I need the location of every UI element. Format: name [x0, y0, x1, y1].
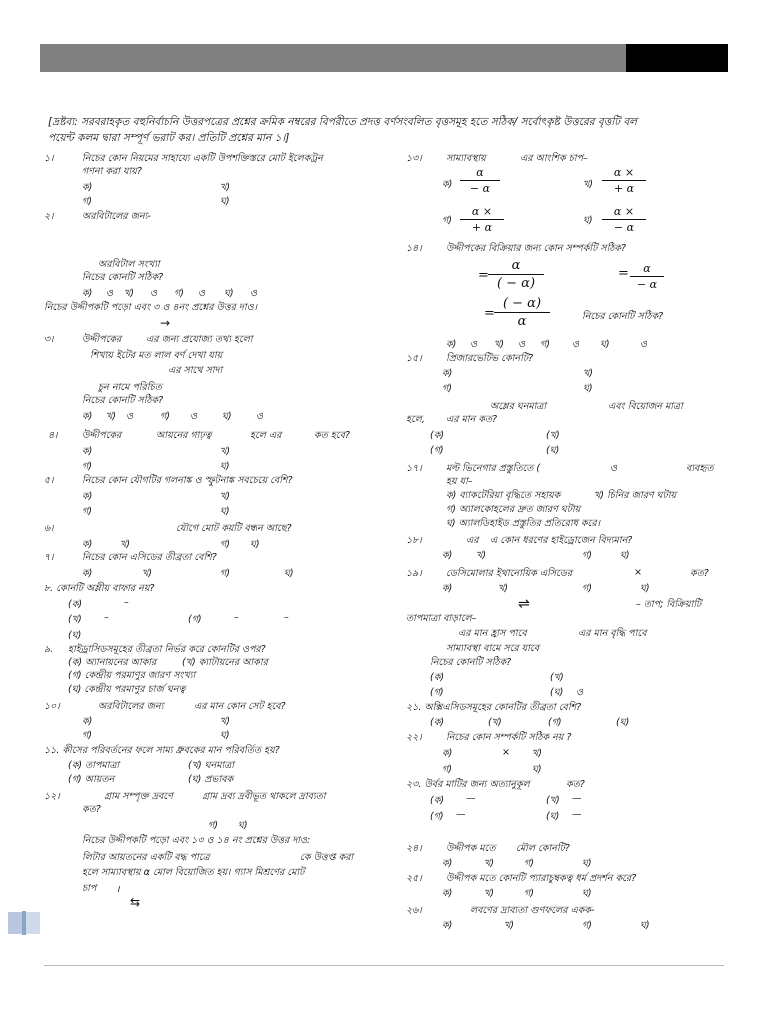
q14-o2: ও: [518, 339, 525, 350]
q14-eq2-fraction: [630, 262, 664, 291]
q8-option-ga: (গ): [188, 614, 202, 625]
q16-option-kha: (খ): [546, 430, 560, 441]
q22-number: ২২।: [406, 732, 422, 743]
instruction-line-1: [দ্রষ্টব্য: সরবরাহকৃত বহুনির্বাচনি উত্তরপত্রের প্রশ্নের ক্রমিক নম্বরের বিপরীতে প্রদত্ত বর্ণসংবলিত বৃত্তসমূহ হতে সঠিক/ সর্বোৎকৃষ্ট উত্তরের বৃত্তটি বল: [48, 116, 637, 128]
q14-eq1-den: ( − α): [496, 276, 536, 291]
q14-number: ১৪।: [406, 243, 422, 254]
q23-option-ga: (গ): [430, 811, 444, 822]
q13-number: ১৩।: [406, 153, 422, 164]
q4-text-c: হলে এর: [250, 430, 282, 441]
q14-o3: ও: [572, 339, 579, 350]
q13-ga-den: + α: [471, 221, 493, 234]
q3-o3: ও: [256, 411, 263, 422]
q19-option-kha: খ): [498, 583, 508, 594]
q26-option-ka: ক): [442, 920, 453, 931]
q16-option-ga: (গ): [430, 445, 444, 456]
q14-option-ka: ক): [446, 339, 457, 350]
q17-text-d: হয় যা–: [446, 476, 473, 487]
q14-eq3-sign: =: [484, 306, 495, 321]
q20-statement-iii: সাম্যাবস্থা বামে সরে যাবে: [446, 643, 539, 654]
q20-option-kha: (খ): [550, 672, 564, 683]
q4-text-a: উদ্দীপকের: [82, 430, 122, 441]
q22-times: ×: [502, 747, 510, 758]
q20-equilibrium-arrow: ⇌: [518, 596, 530, 612]
q10-number: ১০।: [44, 701, 60, 712]
q2-o2: ও: [150, 288, 157, 299]
q26-option-kha: খ): [504, 920, 514, 931]
q15-option-gha: ঘ): [583, 383, 593, 394]
q5-text: নিচের কোন যৌগটির গলনাঙ্ক ও স্ফুটনাঙ্ক সবচেয়ে বেশি?: [82, 475, 293, 486]
q3-o1: ও: [126, 411, 133, 422]
q13-ga-num: α ×: [471, 205, 493, 218]
q7-option-ka: ক): [82, 568, 93, 579]
q4-option-ka: ক): [82, 446, 93, 457]
q7-option-ga: গ): [220, 568, 230, 579]
q3-statement-i: শিখায় ইটের মত লাল বর্ণ দেখা যায়: [90, 350, 223, 361]
q5-option-ga: গ): [82, 506, 92, 517]
q15-option-ga: গ): [442, 383, 452, 394]
q14-o1: ও: [470, 339, 477, 350]
q18-text-b: এ কোন ধরণের হাইড্রোজেন বিদ্যমান?: [490, 535, 633, 546]
q14-eq1-num: α: [511, 258, 521, 273]
q26-number: ২৬।: [406, 905, 422, 916]
q20-text-b: তাপমাত্রা বাড়ালে–: [406, 613, 477, 624]
q16-text-b: এবং বিয়োজন মাত্রা: [608, 401, 683, 412]
q13-ga-fraction: [460, 205, 504, 234]
q1-text: নিচের কোন নিয়মের সাহায্যে একটি উপশক্তিস্তরে মোট ইলেকট্রন: [82, 153, 323, 164]
q17-number: ১৭।: [406, 463, 422, 474]
q13-option-gha: ঘ): [583, 215, 593, 226]
q14-eq1-fraction: [488, 258, 544, 291]
q4-option-ga: গ): [82, 461, 92, 472]
q26-text: লবণের দ্রাব্যতা গুণফলের একক-: [470, 905, 595, 916]
q17-option-kha: খ) চিনির জারণ ঘটায়: [594, 490, 677, 501]
q19-option-ga: গ): [582, 583, 592, 594]
q11-option-kha: (খ) ঘনমাত্রা: [188, 760, 234, 771]
q23-option-kha: (খ): [546, 795, 560, 806]
q13-kha-num: α ×: [613, 166, 635, 179]
q20-option-ga: (গ): [430, 687, 444, 698]
q23-gha-dash: —: [572, 809, 582, 820]
q3-statement-iii: চুন নামে পরিচিত: [98, 382, 162, 393]
q24-text-a: উদ্দীপক মতে: [446, 843, 496, 854]
q8-kha-dash: –: [104, 612, 109, 623]
q14-eq2-den: − α: [636, 278, 658, 291]
q3-text-b: এর জন্য প্রযোজ্য তথ্য হলো: [146, 334, 253, 345]
q16-text-c: হলে,: [406, 414, 425, 425]
q14-option-gha: ঘ): [600, 339, 610, 350]
q26-option-gha: ঘ): [640, 920, 650, 931]
q10-text-a: অরবিটালের জন্য: [98, 701, 164, 712]
q23-option-gha: (ঘ): [546, 811, 560, 822]
q21-option-ga: (গ): [548, 717, 562, 728]
q14-text: উদ্দীপকের বিক্রিয়ার জন্য কোন সম্পর্কটি সঠিক?: [446, 243, 627, 254]
q6-option-kha: খ): [120, 539, 130, 550]
q2-question: নিচের কোনটি সঠিক?: [82, 272, 164, 283]
q2-o3: ও: [198, 288, 205, 299]
q18-number: ১৮।: [406, 535, 422, 546]
q12-number: ১২।: [44, 791, 60, 802]
q1-number: ১।: [44, 153, 54, 164]
q4-number: ৪।: [48, 430, 58, 441]
q1-option-ga: গ): [82, 196, 92, 207]
q14-eq3-den: α: [517, 314, 527, 329]
q3-option-ga: গ): [160, 411, 170, 422]
q17-text-c: ব্যবহৃত: [686, 463, 714, 474]
footer-divider: [44, 965, 724, 966]
q4-text-b: আয়নের গাঢ়ত্ব: [156, 430, 212, 441]
q13-kha-fraction: [602, 166, 646, 195]
q8-ga-dash-2: –: [284, 612, 289, 623]
q11-option-gha: (ঘ) প্রভাবক: [188, 774, 234, 785]
q1-option-gha: ঘ): [220, 196, 230, 207]
q19-option-ka: ক): [442, 583, 453, 594]
q23-option-ka: (ক): [430, 795, 445, 806]
q25-text: উদ্দীপক মতে কোনটি প্যারাচুম্বকত্ব ধর্ম প্রদর্শন করে?: [446, 873, 637, 884]
q23-ka-dash: —: [466, 793, 476, 804]
q6-text: যৌগে মোট কয়টি বন্ধন আছে?: [176, 523, 292, 534]
q14-option-ga: গ): [540, 339, 550, 350]
q20-o: ও: [576, 687, 583, 698]
q13-option-ka: ক): [442, 179, 453, 190]
q13-ka-den: − α: [469, 182, 491, 195]
q18-option-kha: খ): [476, 550, 486, 561]
q17-option-ka: ক) ব্যাকটেরিয়া বৃদ্ধিতে সহায়ক: [446, 490, 561, 501]
q21-option-kha: (খ): [488, 717, 502, 728]
q7-text: নিচের কোন এসিডের তীব্রতা বেশি?: [82, 552, 217, 563]
q24-number: ২৪।: [406, 843, 422, 854]
q13-ka-fraction: [460, 166, 500, 195]
q18-text-a: এর: [466, 535, 479, 546]
passage2-line3: চাপ: [82, 883, 97, 894]
q17-option-gha: ঘ) অ্যালডিহাইড প্রস্তুতির প্রতিরোধ করে।: [446, 518, 600, 529]
q16-option-gha: (ঘ): [546, 445, 560, 456]
q3-o2: ও: [190, 411, 197, 422]
q10-option-gha: ঘ): [220, 730, 230, 741]
q2-option-kha: খ): [124, 288, 134, 299]
q5-option-ka: ক): [82, 491, 93, 502]
q9-option-kha: (খ) ক্যাটায়নের আকার: [182, 657, 268, 668]
header-grey-bar: [40, 44, 628, 72]
q24-text-b: মৌল কোনটি?: [516, 843, 570, 854]
q23-kha-dash: —: [572, 793, 582, 804]
q5-option-kha: খ): [220, 491, 230, 502]
q9-text: হাইড্রাসিডসমূহের তীব্রতা নির্ভর করে কোনটির ওপর?: [68, 644, 266, 655]
q25-number: ২৫।: [406, 873, 422, 884]
q12-option-gha: ঘ): [238, 820, 248, 831]
q3-question: নিচের কোনটি সঠিক?: [82, 395, 164, 406]
q18-option-ka: ক): [442, 550, 453, 561]
q26-option-ga: গ): [582, 920, 592, 931]
q7-number: ৭।: [44, 552, 54, 563]
q13-kha-den: + α: [613, 182, 635, 195]
q1-option-kha: খ): [220, 182, 230, 193]
equilibrium-arrow: ⇆: [130, 895, 141, 909]
q22-option-ka: ক): [442, 748, 453, 759]
q1-text-cont: গণনা করা যায়?: [82, 166, 142, 177]
q6-number: ৬।: [44, 523, 54, 534]
q8-ka-dash: –: [124, 597, 129, 608]
q8-option-gha: (ঘ): [68, 630, 82, 641]
q21-option-gha: (ঘ): [616, 717, 630, 728]
q2-number: ২।: [44, 211, 54, 222]
q20-option-ka: (ক): [430, 672, 445, 683]
q12-text-c: কত?: [82, 804, 101, 815]
q16-text-d: এর মান কত?: [446, 414, 498, 425]
q22-option-gha: ঘ): [532, 764, 542, 775]
q11-option-ga: (গ) আয়তন: [68, 774, 115, 785]
q6-option-ga: গ): [220, 539, 230, 550]
q8-option-ka: (ক): [68, 599, 83, 610]
q19-option-gha: ঘ): [640, 583, 650, 594]
passage2-line2: হলে সাম্যাবস্থায় α মোল বিয়োজিত হয়। গ্যাস মিশ্রণের মোট: [82, 867, 305, 878]
q17-text-a: মল্ট ভিনেগার প্রস্তুতিতে (: [446, 463, 541, 474]
q16-option-ka: (ক): [430, 430, 445, 441]
q3-option-gha: ঘ): [222, 411, 232, 422]
q6-option-gha: ঘ): [250, 539, 260, 550]
q2-text: অরবিটালের জন্য-: [82, 211, 151, 222]
q7-option-kha: খ): [142, 568, 152, 579]
q3-text-a: উদ্দীপকের: [82, 334, 122, 345]
q14-eq2-sign: =: [618, 266, 629, 281]
q2-o4: ও: [250, 288, 257, 299]
q9-option-ga: (গ) কেন্দ্রীয় পরমাণুর জারণ সংখ্যা: [68, 670, 196, 681]
q8-text: ৮. কোনটি অম্লীয় বাফার নয়?: [44, 583, 155, 594]
q10-option-ga: গ): [82, 730, 92, 741]
q10-text-b: এর মান কোন সেট হবে?: [194, 701, 286, 712]
q19-text-c: কত?: [690, 568, 709, 579]
q2-option-ga: গ): [174, 288, 184, 299]
q23-text-b: কত?: [566, 779, 585, 790]
q13-gha-den: − α: [613, 221, 635, 234]
passage2-line3-end: ।: [116, 884, 120, 895]
q3-statement-ii: এর সাথে সাদা: [168, 365, 223, 376]
q1-option-ka: ক): [82, 182, 93, 193]
q5-option-gha: ঘ): [220, 506, 230, 517]
q12-text-a: গ্রাম সম্পৃক্ত দ্রবণে: [104, 791, 173, 802]
q19-times: ×: [634, 567, 642, 578]
book-icon: [6, 910, 42, 939]
q12-option-ga: গ): [208, 820, 218, 831]
q5-number: ৫।: [44, 475, 54, 486]
q9-number: ৯.: [44, 644, 54, 655]
q13-gha-fraction: [602, 205, 646, 234]
q23-text: ২৩. উর্বর মাটির জন্য অত্যানুকূল: [406, 779, 530, 790]
q20-statement-i: এর মান হ্রাস পাবে: [458, 628, 527, 639]
q18-option-gha: ঘ): [620, 550, 630, 561]
q13-option-ga: গ): [442, 215, 452, 226]
q25-option-gha: ঘ): [582, 888, 592, 899]
q20-text-a: – তাপ; বিক্রিয়াটি: [636, 599, 702, 610]
q22-option-kha: খ): [532, 748, 542, 759]
q13-option-kha: খ): [583, 179, 593, 190]
passage1-instruction: নিচের উদ্দীপকটি পড়ো এবং ৩ ও ৪নং প্রশ্নের উত্তর দাও।: [44, 302, 258, 313]
q14-o4: ও: [640, 339, 647, 350]
q25-option-ka: ক): [442, 888, 453, 899]
q11-option-ka: (ক) তাপমাত্রা: [68, 760, 120, 771]
q15-number: ১৫।: [406, 353, 422, 364]
q11-text: ১১. কীসের পরিবর্তনের ফলে সাম্য ধ্রুবকের মান পরিবর্তিত হয়?: [44, 745, 280, 756]
q13-ka-num: α: [476, 166, 484, 179]
q2-option-ka: ক): [82, 288, 93, 299]
q9-option-ka: (ক) অ্যানায়নের আকার: [68, 657, 157, 668]
header-black-box: [626, 44, 728, 72]
q6-option-ka: ক): [82, 539, 93, 550]
q8-option-kha: (খ): [68, 614, 82, 625]
q15-text: প্রিজারভেটিভ কোনটি?: [446, 353, 534, 364]
q24-option-ga: গ): [524, 858, 534, 869]
q17-option-ga: গ) অ্যালকোহলের দ্রুত জারণ ঘটায়: [446, 504, 581, 515]
q24-option-ka: ক): [442, 858, 453, 869]
q3-option-kha: খ): [106, 411, 116, 422]
q3-number: ৩।: [44, 334, 54, 345]
q9-option-gha: (ঘ) কেন্দ্রীয় পরমাণুর চার্জ ঘনত্ব: [68, 684, 186, 695]
q15-option-kha: খ): [583, 368, 593, 379]
q20-question: নিচের কোনটি সঠিক?: [430, 657, 512, 668]
passage2-line1-b: কে উত্তপ্ত করা: [300, 852, 354, 863]
q14-eq3-fraction: [494, 296, 550, 329]
q13-text-b: এর আংশিক চাপ–: [520, 153, 588, 164]
q12-text-b: গ্রাম দ্রব্য দ্রবীভূত থাকলে দ্রাব্যতা: [202, 791, 326, 802]
q21-text: ২১. অক্সিএসিডসমূহের কোনটির তীব্রতা বেশি?: [406, 702, 582, 713]
q7-option-gha: ঘ): [284, 568, 294, 579]
q20-option-gha: (ঘ): [550, 687, 564, 698]
q10-option-kha: খ): [220, 716, 230, 727]
q14-question: নিচের কোনটি সঠিক?: [582, 311, 664, 322]
q20-statement-ii: এর মান বৃদ্ধি পাবে: [578, 628, 647, 639]
q24-option-gha: ঘ): [582, 858, 592, 869]
q14-eq1-sign: =: [478, 268, 489, 283]
passage2-instruction: নিচের উদ্দীপকটি পড়ো এবং ১৩ ও ১৪ নং প্রশ্নের উত্তর দাও:: [82, 835, 311, 846]
q19-number: ১৯।: [406, 568, 422, 579]
q8-ga-dash: –: [234, 612, 239, 623]
passage2-line1: লিটার আয়তনের একটি বদ্ধ পাত্রে: [82, 852, 210, 863]
q4-option-kha: খ): [220, 446, 230, 457]
instruction-line-2: পয়েন্ট কলম দ্বারা সম্পূর্ণ ভরাট কর। প্রতিটি প্রশ্নের মান ১।]: [48, 132, 290, 144]
q13-text-a: সাম্যাবস্থায়: [446, 153, 486, 164]
q15-option-ka: ক): [442, 368, 453, 379]
q14-option-kha: খ): [494, 339, 504, 350]
q19-text-a: ডেসিমোলার ইথানোয়িক এসিডের: [446, 568, 573, 579]
q22-option-ga: গ): [442, 764, 452, 775]
q4-text-d: কত হবে?: [314, 430, 350, 441]
q14-eq3-num: ( − α): [502, 296, 542, 311]
q2-option-gha: ঘ): [224, 288, 234, 299]
q2-o1: ও: [106, 288, 113, 299]
q21-option-ka: (ক): [430, 717, 445, 728]
q4-option-gha: ঘ): [220, 461, 230, 472]
q13-gha-num: α ×: [613, 205, 635, 218]
q18-option-ga: গ): [582, 550, 592, 561]
q23-ga-dash: —: [456, 809, 466, 820]
q2-statement: অরবিটাল সংখ্যা: [98, 259, 160, 270]
q3-option-ka: ক): [82, 411, 93, 422]
q10-option-ka: ক): [82, 716, 93, 727]
q25-option-ga: গ): [524, 888, 534, 899]
q25-option-kha: খ): [484, 888, 494, 899]
q22-text: নিচের কোন সম্পর্কটি সঠিক নয় ?: [446, 732, 572, 743]
q24-option-kha: খ): [484, 858, 494, 869]
q14-eq2-num: α: [643, 262, 651, 275]
reaction-arrow: →: [160, 316, 171, 330]
q16-text-a: অম্লের ঘনমাত্রা: [490, 401, 547, 412]
q17-text-b: ও: [610, 463, 617, 474]
